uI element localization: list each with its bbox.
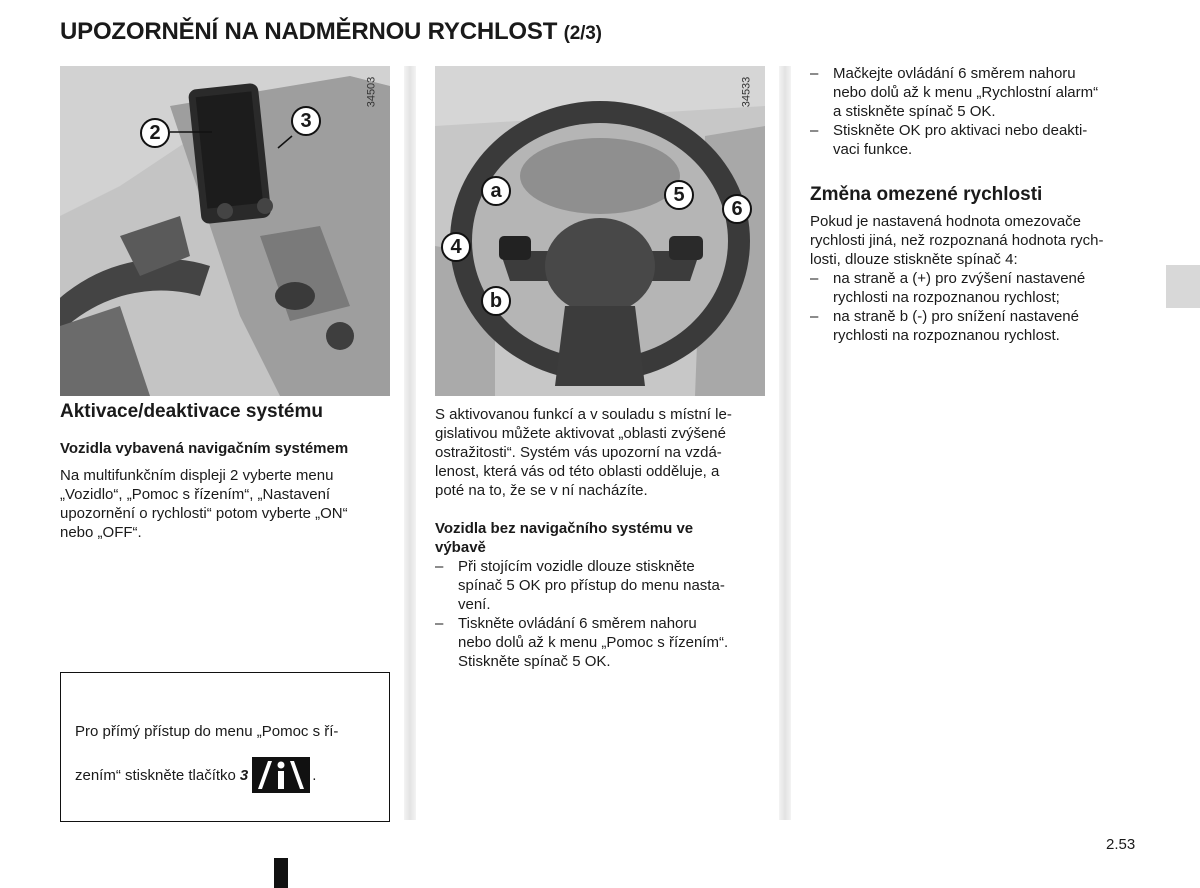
paragraph-line: „Vozidlo“, „Pomoc s řízením“, „Nastavení bbox=[60, 486, 331, 503]
list-item-line: nebo dolů až k menu „Rychlostní alarm“ bbox=[833, 84, 1099, 101]
paragraph-line: nebo „OFF“. bbox=[60, 524, 142, 541]
callout-5: 5 bbox=[664, 180, 694, 210]
section-heading: Aktivace/deaktivace systému bbox=[60, 401, 323, 422]
figure-code: 34533 bbox=[740, 76, 753, 108]
list-item-line: Stiskněte spínač 5 OK. bbox=[458, 653, 611, 670]
list-item-line: spínač 5 OK pro přístup do menu nasta- bbox=[458, 577, 725, 594]
paragraph bbox=[60, 466, 390, 542]
section-heading: Změna omezené rychlosti bbox=[810, 184, 1043, 205]
left-column bbox=[60, 402, 390, 542]
paragraph bbox=[435, 405, 765, 500]
list-item-line: na straně a (+) pro zvýšení nastavené bbox=[833, 270, 1086, 287]
list-item-line: rychlosti na rozpoznanou rychlost; bbox=[833, 289, 1060, 306]
figure-dashboard-display bbox=[60, 66, 390, 396]
paragraph-line: upozornění o rychlosti“ potom vyberte „ON“ bbox=[60, 505, 348, 522]
list-item-line: nebo dolů až k menu „Pomoc s řízením“. bbox=[458, 634, 729, 651]
callout-6: 6 bbox=[722, 194, 752, 224]
info-line-2-end: . bbox=[312, 766, 317, 784]
page-title bbox=[60, 18, 602, 46]
callout-3: 3 bbox=[291, 106, 321, 136]
figure-steering-wheel bbox=[435, 66, 765, 396]
driving-assistance-button-icon bbox=[252, 757, 310, 793]
callout-2: 2 bbox=[140, 118, 170, 148]
title-text: UPOZORNĚNÍ NA NADMĚRNOU RYCHLOST bbox=[60, 18, 558, 45]
column-gutter-right bbox=[779, 66, 791, 820]
paragraph-line: gislativou můžete aktivovat „oblasti zvýšené bbox=[435, 425, 726, 442]
list-item-line: Při stojícím vozidle dlouze stiskněte bbox=[458, 558, 695, 575]
subheading-line: Vozidla bez navigačního systému ve bbox=[435, 520, 694, 537]
info-line-2-num: 3 bbox=[239, 766, 249, 784]
paragraph-line: Pokud je nastavená hodnota omezovače bbox=[810, 213, 1082, 230]
list-item-line: rychlosti na rozpoznanou rychlost. bbox=[833, 327, 1060, 344]
list-item bbox=[810, 307, 1140, 345]
paragraph-line: losti, dlouze stiskněte spínač 4: bbox=[810, 251, 1018, 268]
figure-code: 34503 bbox=[365, 76, 378, 108]
dash-bullet: – bbox=[810, 270, 819, 287]
right-column bbox=[810, 64, 1140, 345]
info-box bbox=[60, 672, 390, 822]
subheading: Vozidla vybavená navigačním systémem bbox=[60, 440, 349, 457]
callout-a: a bbox=[481, 176, 511, 206]
callout-b: b bbox=[481, 286, 511, 316]
middle-column bbox=[435, 405, 765, 671]
list-item-line: Mačkejte ovládání 6 směrem nahoru bbox=[833, 65, 1076, 82]
list-item bbox=[435, 614, 765, 671]
column-gutter-left bbox=[404, 66, 416, 820]
list-item-line: a stiskněte spínač 5 OK. bbox=[833, 103, 996, 120]
page-edge-marker bbox=[274, 858, 288, 888]
subheading bbox=[435, 519, 765, 557]
list-item-line: na straně b (-) pro snížení nastavené bbox=[833, 308, 1079, 325]
list-item-line: vaci funkce. bbox=[833, 141, 913, 158]
section-tab-marker bbox=[1166, 265, 1200, 308]
dash-bullet: – bbox=[435, 558, 444, 575]
paragraph bbox=[810, 212, 1140, 269]
title-suffix: (2/3) bbox=[563, 23, 602, 44]
paragraph-line: poté na to, že se v ní nacházíte. bbox=[435, 482, 648, 499]
list-item-line: Stiskněte OK pro aktivaci nebo deakti- bbox=[833, 122, 1088, 139]
info-line-2 bbox=[75, 757, 316, 793]
info-line-2-text: zením“ stiskněte tlačítko bbox=[75, 766, 236, 784]
paragraph-line: S aktivovanou funkcí a v souladu s místní le- bbox=[435, 406, 732, 423]
page-number: 2.53 bbox=[1106, 836, 1136, 853]
dash-bullet: – bbox=[435, 615, 444, 632]
dash-bullet: – bbox=[810, 308, 819, 325]
paragraph-line: lenost, která vás od této oblasti odděluje, a bbox=[435, 463, 720, 480]
list-item bbox=[435, 557, 765, 614]
dash-bullet: – bbox=[810, 122, 819, 139]
paragraph-line: ostražitosti“. Systém vás upozorní na vzdá- bbox=[435, 444, 722, 461]
list-item bbox=[810, 64, 1140, 121]
subheading-line: výbavě bbox=[435, 539, 486, 556]
callout-4: 4 bbox=[441, 232, 471, 262]
list-item bbox=[810, 269, 1140, 307]
list-item bbox=[810, 121, 1140, 159]
list-item-line: Tiskněte ovládání 6 směrem nahoru bbox=[458, 615, 697, 632]
list-item-line: vení. bbox=[458, 596, 491, 613]
dash-bullet: – bbox=[810, 65, 819, 82]
info-line-1: Pro přímý přístup do menu „Pomoc s ří- bbox=[75, 723, 339, 740]
paragraph-line: Na multifunkčním displeji 2 vyberte menu bbox=[60, 467, 334, 484]
paragraph-line: rychlosti jiná, než rozpoznaná hodnota rych- bbox=[810, 232, 1104, 249]
